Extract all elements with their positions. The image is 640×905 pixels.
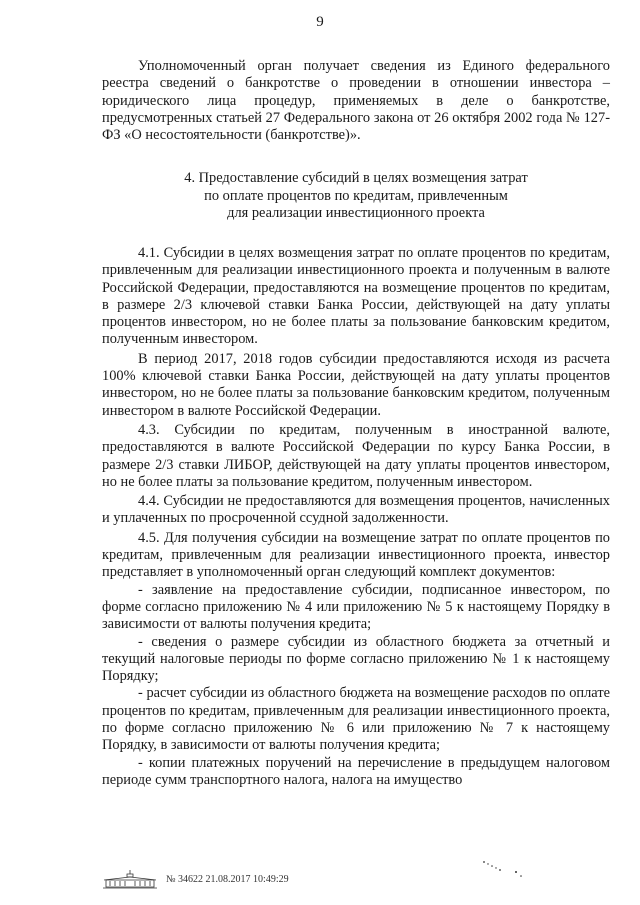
list-item: - сведения о размере субсидии из областного бюджета за отчетный и текущий налоговые периоды по форме согласно приложению № 1 к настоящему Порядку;	[102, 633, 610, 685]
document-body	[102, 58, 610, 789]
footer-stamp	[100, 868, 289, 890]
list-item: - заявление на предоставление субсидии, подписанное инвестором, по форме согласно приложению № 4 или приложению № 5 к настоящему Порядку в зависимости от валюты получения кредита;	[102, 581, 610, 633]
list-item: - копии платежных поручений на перечисление в предыдущем налоговом периоде сумм транспортного налога, налога на имущество	[102, 754, 610, 788]
paragraph-4-3: 4.3. Субсидии по кредитам, полученным в иностранной валюте, предоставляются в валюте Российской Федерации по курсу Банка России, в размере 2/3 ставки ЛИБОР, действующей на дату уплаты процентов инвестором, но не более платы за пользование кредитом, полученным инвестором.	[102, 421, 610, 490]
intro-paragraph: Уполномоченный орган получает сведения из Единого федерального реестра сведений о банкротстве о проведении в отношении инвестора – юридического лица процедур, применяемых в деле о банкротстве, предусмотренных статьей 27 Федерального закона от 26 октября 2002 года № 127-ФЗ «О несостоятельности (банкротстве)».	[102, 58, 610, 144]
page-number: 9	[316, 14, 324, 30]
registration-stamp-text: № 34622 21.08.2017 10:49:29	[166, 873, 289, 885]
paragraph-4-5: 4.5. Для получения субсидии на возмещение затрат по оплате процентов по кредитам, привлеченным для реализации инвестиционного проекта, инвестор представляет в уполномоченный орган следующий комплект документов:	[102, 529, 610, 581]
paragraph-4-1: 4.1. Субсидии в целях возмещения затрат по оплате процентов по кредитам, привлеченным для реализации инвестиционного проекта и полученным в валюте Российской Федерации, предоставляются на возмещение процентов по кредитам, в размере 2/3 ключевой ставки Банка России, действующей на дату уплаты процентов инвестором, но не более платы за пользование банковским кредитом, полученным инвестором.	[102, 244, 610, 348]
handwritten-mark-icon	[476, 858, 526, 880]
section-heading-line: по оплате процентов по кредитам, привлеченным	[204, 187, 508, 204]
building-emblem-icon	[100, 868, 160, 890]
section-heading-line: 4. Предоставление субсидий в целях возмещения затрат	[184, 170, 528, 187]
section-heading	[102, 170, 610, 223]
section-heading-line: для реализации инвестиционного проекта	[227, 205, 485, 222]
paragraph-4-1-period: В период 2017, 2018 годов субсидии предоставляются исходя из расчета 100% ключевой ставки Банка России, действующей на дату уплаты процентов инвестором, но не более платы за пользование банковским кредитом, полученным инвестором в валюте Российской Федерации.	[102, 350, 610, 419]
list-item: - расчет субсидии из областного бюджета на возмещение расходов по оплате процентов по кредитам, привлеченным для реализации инвестиционного проекта, по форме согласно приложению № 6 или приложению № 7 к настоящему Порядку, в зависимости от валюты получения кредита;	[102, 685, 610, 754]
paragraph-4-4: 4.4. Субсидии не предоставляются для возмещения процентов, начисленных и уплаченных по просроченной ссудной задолженности.	[102, 493, 610, 527]
